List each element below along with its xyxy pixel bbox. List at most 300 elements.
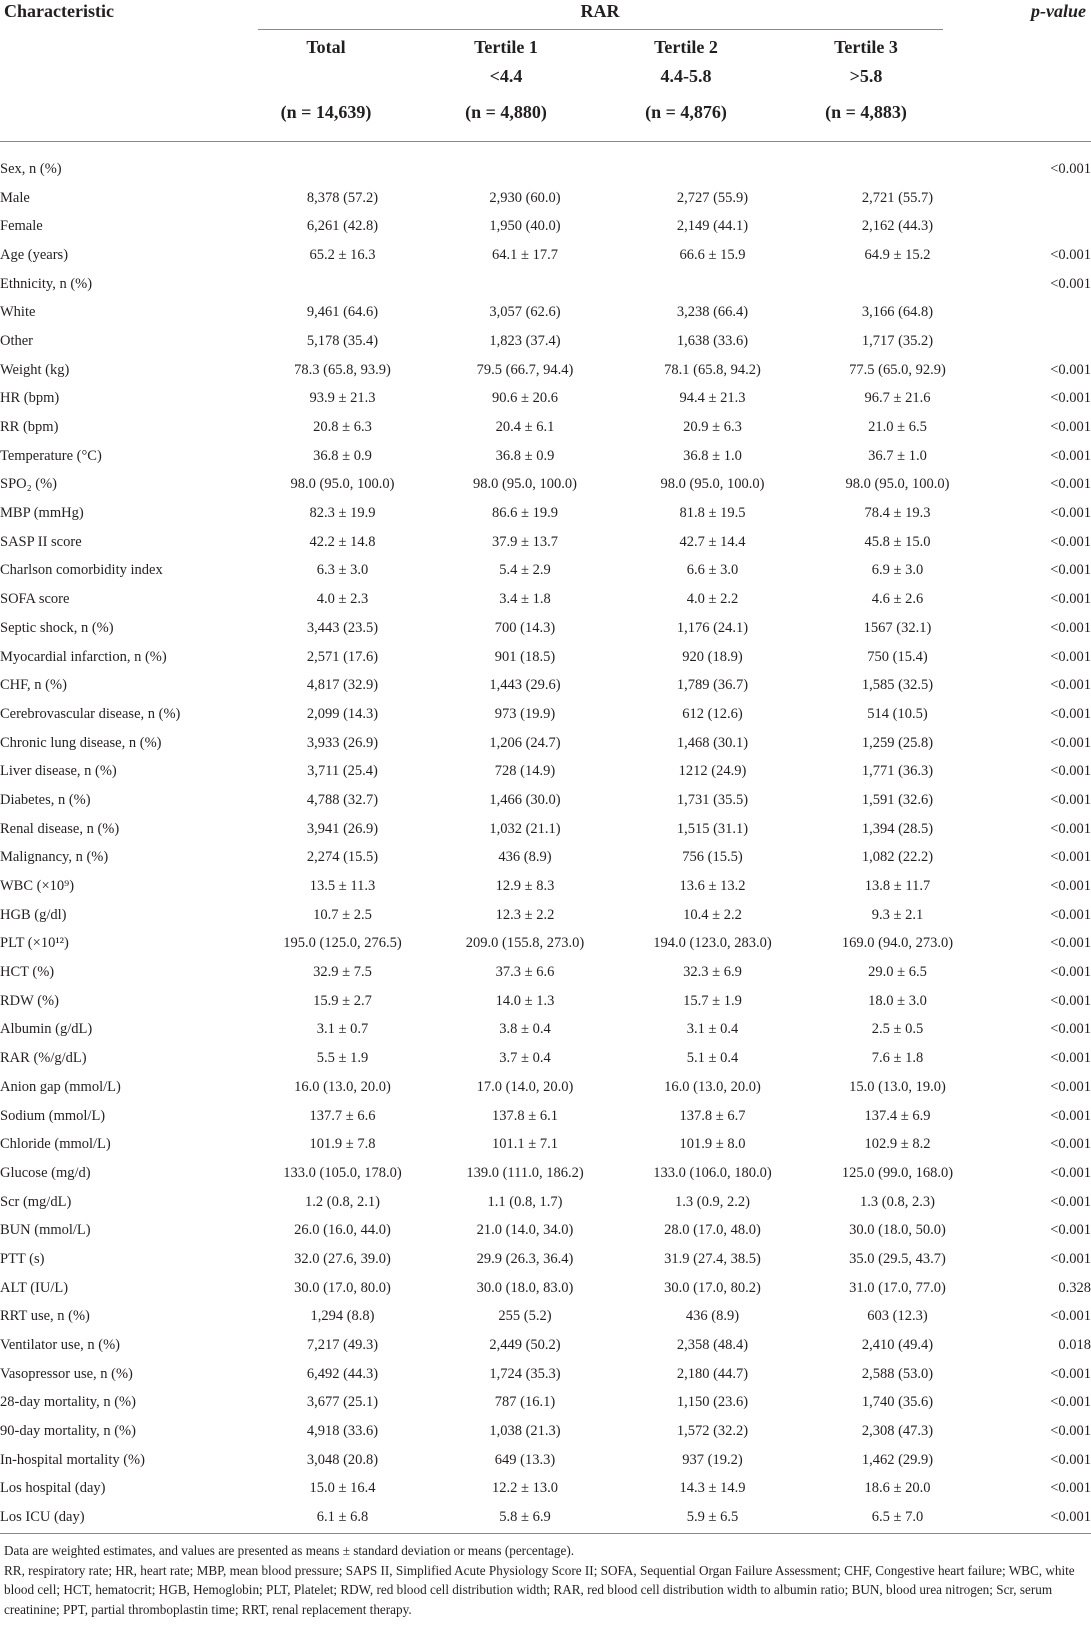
cell-value: 20.4 ± 6.1: [495, 419, 555, 436]
table-row: [0, 930, 1091, 959]
header-characteristic: Characteristic: [4, 1, 114, 21]
cell-value: 36.7 ± 1.0: [868, 447, 927, 464]
table-row: [0, 1446, 1091, 1475]
row-label: Diabetes, n (%): [0, 791, 91, 808]
cell-value: 5.9 ± 6.5: [686, 1509, 739, 1526]
cell-value: 3,933 (26.9): [306, 734, 379, 751]
cell-value: 18.6 ± 20.0: [864, 1480, 931, 1497]
cell-value: 4.0 ± 2.3: [316, 591, 369, 608]
row-label: HR (bpm): [0, 390, 60, 407]
table-row: [0, 1475, 1091, 1504]
cell-value: 14.0 ± 1.3: [495, 992, 555, 1009]
cell-value: 973 (19.9): [494, 705, 556, 722]
cell-pvalue: <0.001: [1050, 361, 1091, 378]
row-label: Scr (mg/dL): [0, 1193, 72, 1210]
cell-value: 1,038 (21.3): [489, 1423, 561, 1440]
cell-pvalue: <0.001: [1050, 505, 1091, 522]
cell-value: 1,638 (33.6): [676, 332, 749, 349]
cell-value: 7.6 ± 1.8: [871, 1050, 924, 1067]
cell-value: 6.5 ± 7.0: [871, 1509, 924, 1526]
header-rar: RAR: [580, 1, 620, 21]
cell-value: 14.3 ± 14.9: [679, 1480, 746, 1497]
cell-value: 15.0 ± 16.4: [309, 1480, 376, 1497]
cell-value: 3.8 ± 0.4: [499, 1021, 551, 1038]
table-row: [0, 815, 1091, 844]
cell-value: 78.1 (65.8, 94.2): [664, 361, 761, 378]
cell-pvalue: <0.001: [1050, 763, 1091, 780]
cell-value: 2,410 (49.4): [861, 1337, 934, 1354]
cell-value: 436 (8.9): [685, 1308, 740, 1325]
cell-value: 1,950 (40.0): [489, 218, 561, 235]
cell-value: 21.0 (14.0, 34.0): [476, 1222, 574, 1239]
table-row: [0, 327, 1091, 356]
group-n-2: (n = 4,880): [465, 102, 547, 122]
cell-value: 6,492 (44.3): [306, 1365, 379, 1382]
cell-value: 20.8 ± 6.3: [313, 419, 372, 436]
row-label: RRT use, n (%): [0, 1308, 90, 1325]
cell-value: 3.1 ± 0.4: [686, 1021, 739, 1038]
row-label: PLT (×10¹²): [0, 935, 69, 952]
cell-value: 137.7 ± 6.6: [309, 1107, 376, 1124]
cell-value: 133.0 (105.0, 178.0): [283, 1164, 402, 1181]
cell-value: 1,724 (35.3): [489, 1365, 561, 1382]
cell-value: 32.0 (27.6, 39.0): [294, 1250, 391, 1267]
cell-value: 1212 (24.9): [678, 763, 747, 780]
row-label: Age (years): [0, 246, 69, 263]
cell-value: 1,259 (25.8): [861, 734, 934, 751]
cell-value: 17.0 (14.0, 20.0): [476, 1078, 574, 1095]
row-label: Temperature (°C): [0, 447, 102, 464]
table-row: [0, 356, 1091, 385]
cell-value: 137.8 ± 6.7: [679, 1107, 746, 1124]
cell-pvalue: <0.001: [1050, 1021, 1091, 1038]
cell-value: 28.0 (17.0, 48.0): [664, 1222, 761, 1239]
cell-pvalue: <0.001: [1050, 160, 1091, 177]
header-bottom-rule: [0, 141, 1091, 142]
cell-value: 125.0 (99.0, 168.0): [841, 1164, 954, 1181]
table-row: [0, 212, 1091, 241]
cell-value: 37.9 ± 13.7: [492, 533, 558, 550]
cell-value: 5.5 ± 1.9: [316, 1050, 369, 1067]
row-label: RR (bpm): [0, 419, 59, 436]
cell-pvalue: 0.328: [1058, 1279, 1091, 1296]
cell-pvalue: [990, 184, 1091, 213]
row-label: Vasopressor use, n (%): [0, 1365, 133, 1382]
cell-value: 5.8 ± 6.9: [499, 1509, 551, 1526]
table-row: [0, 1016, 1091, 1045]
table-row: [0, 1216, 1091, 1245]
row-label: Female: [0, 218, 43, 235]
group-name-4: Tertile 3: [834, 37, 898, 57]
cell-value: [255, 270, 430, 299]
table-row: [0, 1073, 1091, 1102]
cell-value: 66.6 ± 15.9: [679, 246, 746, 263]
cell-value: 920 (18.9): [682, 648, 743, 665]
table-row: [0, 1159, 1091, 1188]
cell-pvalue: <0.001: [1050, 1164, 1091, 1181]
cell-value: 2,449 (50.2): [489, 1337, 561, 1354]
cell-value: 6,261 (42.8): [306, 218, 379, 235]
cell-value: 1,572 (32.2): [676, 1423, 749, 1440]
cell-pvalue: <0.001: [1050, 1107, 1091, 1124]
cell-value: 82.3 ± 19.9: [309, 505, 376, 522]
cell-value: 31.9 (27.4, 38.5): [664, 1250, 761, 1267]
table-row: [0, 557, 1091, 586]
table-row: [0, 298, 1091, 327]
cell-value: 1,466 (30.0): [489, 791, 561, 808]
cell-value: 8,378 (57.2): [306, 189, 379, 206]
cell-pvalue: <0.001: [1050, 447, 1091, 464]
table-row: [0, 1503, 1091, 1532]
table-row: [0, 1331, 1091, 1360]
table-row: [0, 1360, 1091, 1389]
row-label: White: [0, 304, 36, 321]
cell-value: 3.1 ± 0.7: [316, 1021, 369, 1038]
cell-pvalue: [990, 298, 1091, 327]
cell-value: 1,740 (35.6): [861, 1394, 934, 1411]
row-label: Ventilator use, n (%): [0, 1337, 120, 1354]
row-label: SOFA score: [0, 591, 70, 608]
table-row: [0, 270, 1091, 299]
cell-value: 10.4 ± 2.2: [683, 906, 742, 923]
cell-value: 37.3 ± 6.6: [495, 964, 555, 981]
row-label: Sodium (mmol/L): [0, 1107, 106, 1124]
cell-value: 32.3 ± 6.9: [683, 964, 742, 981]
cell-value: 2,180 (44.7): [676, 1365, 749, 1382]
cell-value: 4,918 (33.6): [306, 1423, 379, 1440]
cell-pvalue: <0.001: [1050, 1365, 1091, 1382]
cell-value: 101.9 ± 8.0: [679, 1136, 746, 1153]
row-label: Albumin (g/dL): [0, 1021, 93, 1038]
row-label: Sex, n (%): [0, 160, 62, 177]
cell-value: 9,461 (64.6): [306, 304, 379, 321]
group-name-3: Tertile 2: [654, 37, 718, 57]
header-pvalue: p-value: [1031, 1, 1086, 21]
cell-value: 32.9 ± 7.5: [313, 964, 372, 981]
cell-value: 42.2 ± 14.8: [309, 533, 376, 550]
cell-pvalue: <0.001: [1050, 906, 1091, 923]
row-label: 28-day mortality, n (%): [0, 1394, 136, 1411]
cell-value: 98.0 (95.0, 100.0): [290, 476, 395, 493]
cell-pvalue: <0.001: [1050, 591, 1091, 608]
cell-value: 2,727 (55.9): [676, 189, 749, 206]
group-n-3: (n = 4,876): [645, 102, 727, 122]
cell-value: 64.9 ± 15.2: [864, 246, 931, 263]
cell-value: [620, 270, 805, 299]
cell-pvalue: <0.001: [1050, 1480, 1091, 1497]
table-row: [0, 786, 1091, 815]
row-label: MBP (mmHg): [0, 505, 84, 522]
cell-pvalue: <0.001: [1050, 935, 1091, 952]
cell-pvalue: <0.001: [1050, 791, 1091, 808]
group-n-1: (n = 14,639): [280, 102, 372, 122]
table-row: [0, 643, 1091, 672]
cell-value: 195.0 (125.0, 276.5): [283, 935, 402, 952]
group-range-4: >5.8: [849, 66, 883, 86]
cell-value: [805, 270, 990, 299]
cell-value: 1,150 (23.6): [676, 1394, 749, 1411]
cell-value: 102.9 ± 8.2: [864, 1136, 931, 1153]
cell-value: 13.5 ± 11.3: [309, 878, 376, 895]
row-label: SPO₂ (%): [0, 476, 58, 493]
cell-value: [255, 155, 430, 184]
cell-value: 1.3 (0.9, 2.2): [675, 1193, 750, 1210]
cell-value: 750 (15.4): [867, 648, 928, 665]
cell-value: 7,217 (49.3): [306, 1337, 379, 1354]
table-row: [0, 241, 1091, 270]
cell-value: 436 (8.9): [498, 849, 552, 866]
row-label: PTT (s): [0, 1250, 45, 1267]
cell-value: 30.0 (18.0, 50.0): [849, 1222, 946, 1239]
row-label: Septic shock, n (%): [0, 619, 114, 636]
row-label: Cerebrovascular disease, n (%): [0, 705, 181, 722]
cell-pvalue: <0.001: [1050, 619, 1091, 636]
table-bottom-rule: [0, 1533, 1091, 1534]
cell-value: 1,462 (29.9): [861, 1451, 934, 1468]
cell-value: 13.8 ± 11.7: [864, 878, 931, 895]
row-label: Los hospital (day): [0, 1480, 106, 1497]
cell-value: 1,082 (22.2): [861, 849, 934, 866]
table-row: [0, 385, 1091, 414]
cell-pvalue: <0.001: [1050, 677, 1091, 694]
cell-value: 1.3 (0.8, 2.3): [860, 1193, 935, 1210]
table-row: [0, 184, 1091, 213]
cell-value: 1,591 (32.6): [861, 791, 934, 808]
cell-value: 16.0 (13.0, 20.0): [664, 1078, 761, 1095]
cell-value: 4,817 (32.9): [306, 677, 379, 694]
table-row: [0, 471, 1091, 500]
cell-value: 2,274 (15.5): [306, 849, 379, 866]
cell-value: 30.0 (17.0, 80.0): [294, 1279, 391, 1296]
cell-value: 2,930 (60.0): [489, 189, 561, 206]
cell-value: 30.0 (18.0, 83.0): [476, 1279, 574, 1296]
cell-value: 78.3 (65.8, 93.9): [294, 361, 391, 378]
row-label: Weight (kg): [0, 361, 70, 378]
cell-value: 649 (13.3): [494, 1451, 556, 1468]
cell-pvalue: <0.001: [1050, 476, 1091, 493]
cell-value: 5.4 ± 2.9: [499, 562, 551, 579]
table-row: [0, 1417, 1091, 1446]
cell-value: 42.7 ± 14.4: [679, 533, 746, 550]
cell-value: 1,823 (37.4): [489, 332, 561, 349]
cell-pvalue: <0.001: [1050, 419, 1091, 436]
cell-value: 6.1 ± 6.8: [316, 1509, 369, 1526]
table-row: [0, 1303, 1091, 1332]
cell-value: 3,711 (25.4): [307, 763, 378, 780]
cell-value: 31.0 (17.0, 77.0): [849, 1279, 946, 1296]
table-row: [0, 413, 1091, 442]
cell-value: 1.1 (0.8, 1.7): [487, 1193, 563, 1210]
cell-value: 98.0 (95.0, 100.0): [845, 476, 950, 493]
cell-value: 29.0 ± 6.5: [868, 964, 927, 981]
table-row: [0, 528, 1091, 557]
table-row: [0, 155, 1091, 184]
cell-pvalue: <0.001: [1050, 275, 1091, 292]
row-label: RAR (%/g/dL): [0, 1050, 87, 1067]
cell-value: 35.0 (29.5, 43.7): [849, 1250, 946, 1267]
table-row: [0, 700, 1091, 729]
cell-value: 514 (10.5): [867, 705, 928, 722]
cell-value: 3,166 (64.8): [861, 304, 934, 321]
table-footnotes: [4, 1541, 1086, 1619]
cell-value: 12.3 ± 2.2: [495, 906, 555, 923]
row-label: Anion gap (mmol/L): [0, 1078, 121, 1095]
cell-value: 169.0 (94.0, 273.0): [841, 935, 954, 952]
cell-value: 1,294 (8.8): [310, 1308, 375, 1325]
cell-value: 26.0 (16.0, 44.0): [294, 1222, 391, 1239]
cell-value: 1567 (32.1): [863, 619, 932, 636]
cell-value: 79.5 (66.7, 94.4): [476, 361, 574, 378]
cell-value: 86.6 ± 19.9: [492, 505, 558, 522]
cell-pvalue: [990, 212, 1091, 241]
table-row: [0, 729, 1091, 758]
cell-value: 15.7 ± 1.9: [683, 992, 742, 1009]
cell-value: 29.9 (26.3, 36.4): [476, 1250, 574, 1267]
cell-value: 16.0 (13.0, 20.0): [294, 1078, 391, 1095]
cell-pvalue: <0.001: [1050, 820, 1091, 837]
cell-pvalue: <0.001: [1050, 1050, 1091, 1067]
table-row: [0, 844, 1091, 873]
row-label: In-hospital mortality (%): [0, 1451, 145, 1468]
cell-value: 2,308 (47.3): [861, 1423, 934, 1440]
table-row: [0, 901, 1091, 930]
cell-value: 12.9 ± 8.3: [495, 878, 555, 895]
cell-value: 65.2 ± 16.3: [309, 246, 376, 263]
cell-value: 101.1 ± 7.1: [492, 1136, 558, 1153]
cell-value: 937 (19.2): [682, 1451, 743, 1468]
row-label: 90-day mortality, n (%): [0, 1423, 136, 1440]
table-row: [0, 1274, 1091, 1303]
cell-pvalue: <0.001: [1050, 1250, 1091, 1267]
cell-value: 4.6 ± 2.6: [871, 591, 924, 608]
cell-value: 15.9 ± 2.7: [313, 992, 372, 1009]
cell-value: 12.2 ± 13.0: [492, 1480, 558, 1497]
row-label: HCT (%): [0, 964, 55, 981]
cell-value: 5,178 (35.4): [306, 332, 379, 349]
cell-pvalue: <0.001: [1050, 1423, 1091, 1440]
row-label: HGB (g/dl): [0, 906, 67, 923]
cell-value: 133.0 (106.0, 180.0): [653, 1164, 772, 1181]
row-label: Malignancy, n (%): [0, 849, 109, 866]
cell-value: 2,162 (44.3): [861, 218, 934, 235]
cell-value: 3.4 ± 1.8: [499, 591, 551, 608]
cell-value: 10.7 ± 2.5: [313, 906, 372, 923]
cell-value: 728 (14.9): [494, 763, 556, 780]
cell-value: 36.8 ± 1.0: [683, 447, 742, 464]
cell-value: 1,771 (36.3): [861, 763, 934, 780]
row-label: ALT (IU/L): [0, 1279, 69, 1296]
table-row: [0, 757, 1091, 786]
cell-value: 1,206 (24.7): [489, 734, 561, 751]
cell-value: 1,032 (21.1): [489, 820, 561, 837]
cell-value: 6.3 ± 3.0: [316, 562, 369, 579]
row-label: Other: [0, 332, 34, 349]
cell-value: 20.9 ± 6.3: [683, 419, 742, 436]
table-row: [0, 1188, 1091, 1217]
table-row: [0, 499, 1091, 528]
cell-value: 3,048 (20.8): [306, 1451, 379, 1468]
cell-value: 4,788 (32.7): [306, 791, 379, 808]
cell-pvalue: <0.001: [1050, 734, 1091, 751]
cell-value: 2,571 (17.6): [306, 648, 379, 665]
cell-value: 3,443 (23.5): [306, 619, 379, 636]
row-label: WBC (×10⁹): [0, 878, 75, 895]
cell-value: [430, 270, 620, 299]
row-label: Charlson comorbidity index: [0, 562, 163, 579]
cell-value: 2.5 ± 0.5: [871, 1021, 924, 1038]
cell-pvalue: <0.001: [1050, 1451, 1091, 1468]
cell-value: 98.0 (95.0, 100.0): [473, 476, 577, 493]
table-row: [0, 1044, 1091, 1073]
cell-value: 901 (18.5): [494, 648, 556, 665]
cell-pvalue: <0.001: [1050, 705, 1091, 722]
cell-pvalue: <0.001: [1050, 964, 1091, 981]
cell-value: 139.0 (111.0, 186.2): [466, 1164, 584, 1181]
cell-value: 78.4 ± 19.3: [864, 505, 931, 522]
cell-value: 13.6 ± 13.2: [679, 878, 746, 895]
row-label: Los ICU (day): [0, 1509, 85, 1526]
cell-value: 2,149 (44.1): [676, 218, 749, 235]
row-label: Myocardial infarction, n (%): [0, 648, 167, 665]
cell-value: 6.9 ± 3.0: [871, 562, 924, 579]
cell-value: [430, 155, 620, 184]
row-label: SASP II score: [0, 533, 82, 550]
cell-pvalue: <0.001: [1050, 878, 1091, 895]
cell-value: 700 (14.3): [494, 619, 556, 636]
cell-value: 612 (12.6): [682, 705, 743, 722]
cell-value: 1.2 (0.8, 2.1): [305, 1193, 380, 1210]
cell-value: 96.7 ± 21.6: [864, 390, 931, 407]
cell-pvalue: <0.001: [1050, 246, 1091, 263]
table-row: [0, 585, 1091, 614]
cell-value: 137.8 ± 6.1: [492, 1107, 558, 1124]
cell-value: 194.0 (123.0, 283.0): [653, 935, 772, 952]
cell-value: 90.6 ± 20.6: [492, 390, 558, 407]
cell-value: 1,394 (28.5): [861, 820, 934, 837]
cell-value: 3,057 (62.6): [489, 304, 561, 321]
row-label: RDW (%): [0, 992, 59, 1009]
cell-value: 15.0 (13.0, 19.0): [849, 1078, 946, 1095]
group-name-1: Total: [306, 37, 346, 57]
cell-value: 81.8 ± 19.5: [679, 505, 746, 522]
cell-value: 137.4 ± 6.9: [864, 1107, 931, 1124]
cell-pvalue: <0.001: [1050, 390, 1091, 407]
cell-value: 36.8 ± 0.9: [313, 447, 372, 464]
cell-value: 756 (15.5): [682, 849, 743, 866]
group-range-2: <4.4: [489, 66, 523, 86]
cell-value: 2,358 (48.4): [676, 1337, 749, 1354]
cell-value: 3,677 (25.1): [306, 1394, 379, 1411]
cell-value: 1,468 (30.1): [676, 734, 749, 751]
row-label: Male: [0, 189, 30, 206]
cell-value: 94.4 ± 21.3: [679, 390, 746, 407]
table-row: [0, 442, 1091, 471]
table-row: [0, 614, 1091, 643]
cell-value: 6.6 ± 3.0: [686, 562, 739, 579]
table-row: [0, 1130, 1091, 1159]
cell-value: 3,238 (66.4): [676, 304, 749, 321]
row-label: Chronic lung disease, n (%): [0, 734, 162, 751]
cell-value: 21.0 ± 6.5: [868, 419, 927, 436]
cell-pvalue: <0.001: [1050, 533, 1091, 550]
cell-pvalue: 0.018: [1058, 1337, 1091, 1354]
row-label: BUN (mmol/L): [0, 1222, 91, 1239]
cell-pvalue: [990, 327, 1091, 356]
table-row: [0, 1245, 1091, 1274]
cell-value: 1,176 (24.1): [676, 619, 749, 636]
cell-value: 30.0 (17.0, 80.2): [664, 1279, 761, 1296]
cell-pvalue: <0.001: [1050, 1136, 1091, 1153]
